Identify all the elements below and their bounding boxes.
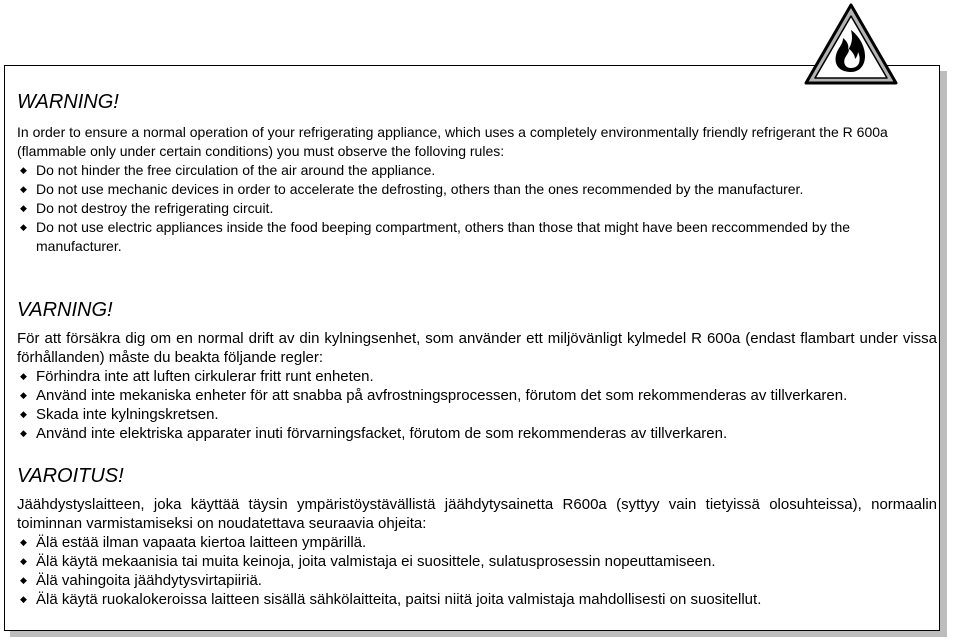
section-intro: För att försäkra dig om en normal drift av din kylningsenhet, som använder ett miljövänligt kylmedel R 600a (endast flambart under vissa förhållanden) måste du beakta följande regler: <box>17 330 937 366</box>
section-swedish <box>17 299 937 443</box>
list-item: ◆ Do not destroy the refrigerating circuit. <box>20 200 274 216</box>
list-item: ◆ Do not hinder the free circulation of the air around the appliance. <box>20 162 436 178</box>
list-item: ◆ Förhindra inte att luften cirkulerar fritt runt enheten. <box>20 368 374 385</box>
bullet-icon: ◆ <box>20 428 27 438</box>
list-item: ◆ Do not use electric appliances inside the food beeping compartment, others than those that might have been reccommended by the manufacturer. <box>20 219 851 254</box>
bullet-icon: ◆ <box>20 556 27 566</box>
section-english <box>17 91 937 256</box>
bullet-icon: ◆ <box>20 575 27 585</box>
bullet-icon: ◆ <box>20 537 27 547</box>
rules-list <box>17 533 937 609</box>
list-item: ◆ Älä käytä mekaanisia tai muita keinoja, joita valmistaja ei suosittele, sulatusprosessin nopeuttamiseen. <box>20 553 716 570</box>
section-heading: VAROITUS! <box>17 465 124 487</box>
bullet-icon: ◆ <box>20 409 27 419</box>
section-intro: In order to ensure a normal operation of your refrigerating appliance, which uses a completely environmentally friendly refrigerant the R 600a (flammable only under certain conditions) you must observe the folloving rules: <box>17 124 888 159</box>
bullet-icon: ◆ <box>20 184 27 194</box>
bullet-icon: ◆ <box>20 203 27 213</box>
flammable-warning-icon <box>803 2 899 86</box>
section-finnish <box>17 465 937 609</box>
list-item: ◆ Älä käytä ruokalokeroissa laitteen sisällä sähkölaitteita, paitsi niitä joita valmistaja mahdollisesti on suositellut. <box>20 591 762 608</box>
rules-list <box>17 161 937 256</box>
list-item: ◆ Älä estää ilman vapaata kiertoa laitteen ympärillä. <box>20 534 367 551</box>
list-item: ◆ Do not use mechanic devices in order to accelerate the defrosting, others than the ones recommended by the manufacturer. <box>20 181 804 197</box>
bullet-icon: ◆ <box>20 390 27 400</box>
section-heading: VARNING! <box>17 299 113 321</box>
list-item: ◆ Skada inte kylningskretsen. <box>20 406 219 423</box>
list-item: ◆ Älä vahingoita jäähdytysvirtapiiriä. <box>20 572 262 589</box>
bullet-icon: ◆ <box>20 371 27 381</box>
bullet-icon: ◆ <box>20 222 27 232</box>
section-heading: WARNING! <box>17 91 119 113</box>
rules-list <box>17 367 937 443</box>
bullet-icon: ◆ <box>20 594 27 604</box>
bullet-icon: ◆ <box>20 165 27 175</box>
list-item: ◆ Använd inte elektriska apparater inuti förvarningsfacket, förutom de som rekommenderas av tillverkaren. <box>20 425 728 442</box>
list-item: ◆ Använd inte mekaniska enheter för att snabba på avfrostningsprocessen, förutom det som rekommenderas av tillverkaren. <box>20 387 848 404</box>
section-intro: Jäähdystyslaitteen, joka käyttää täysin ympäristöystävällistä jäähdytysainetta R600a (syttyy vain tietyissä olosuhteissa), normaalin toiminnan varmistamiseksi on noudatettava seuraavia ohjeita: <box>17 496 937 532</box>
